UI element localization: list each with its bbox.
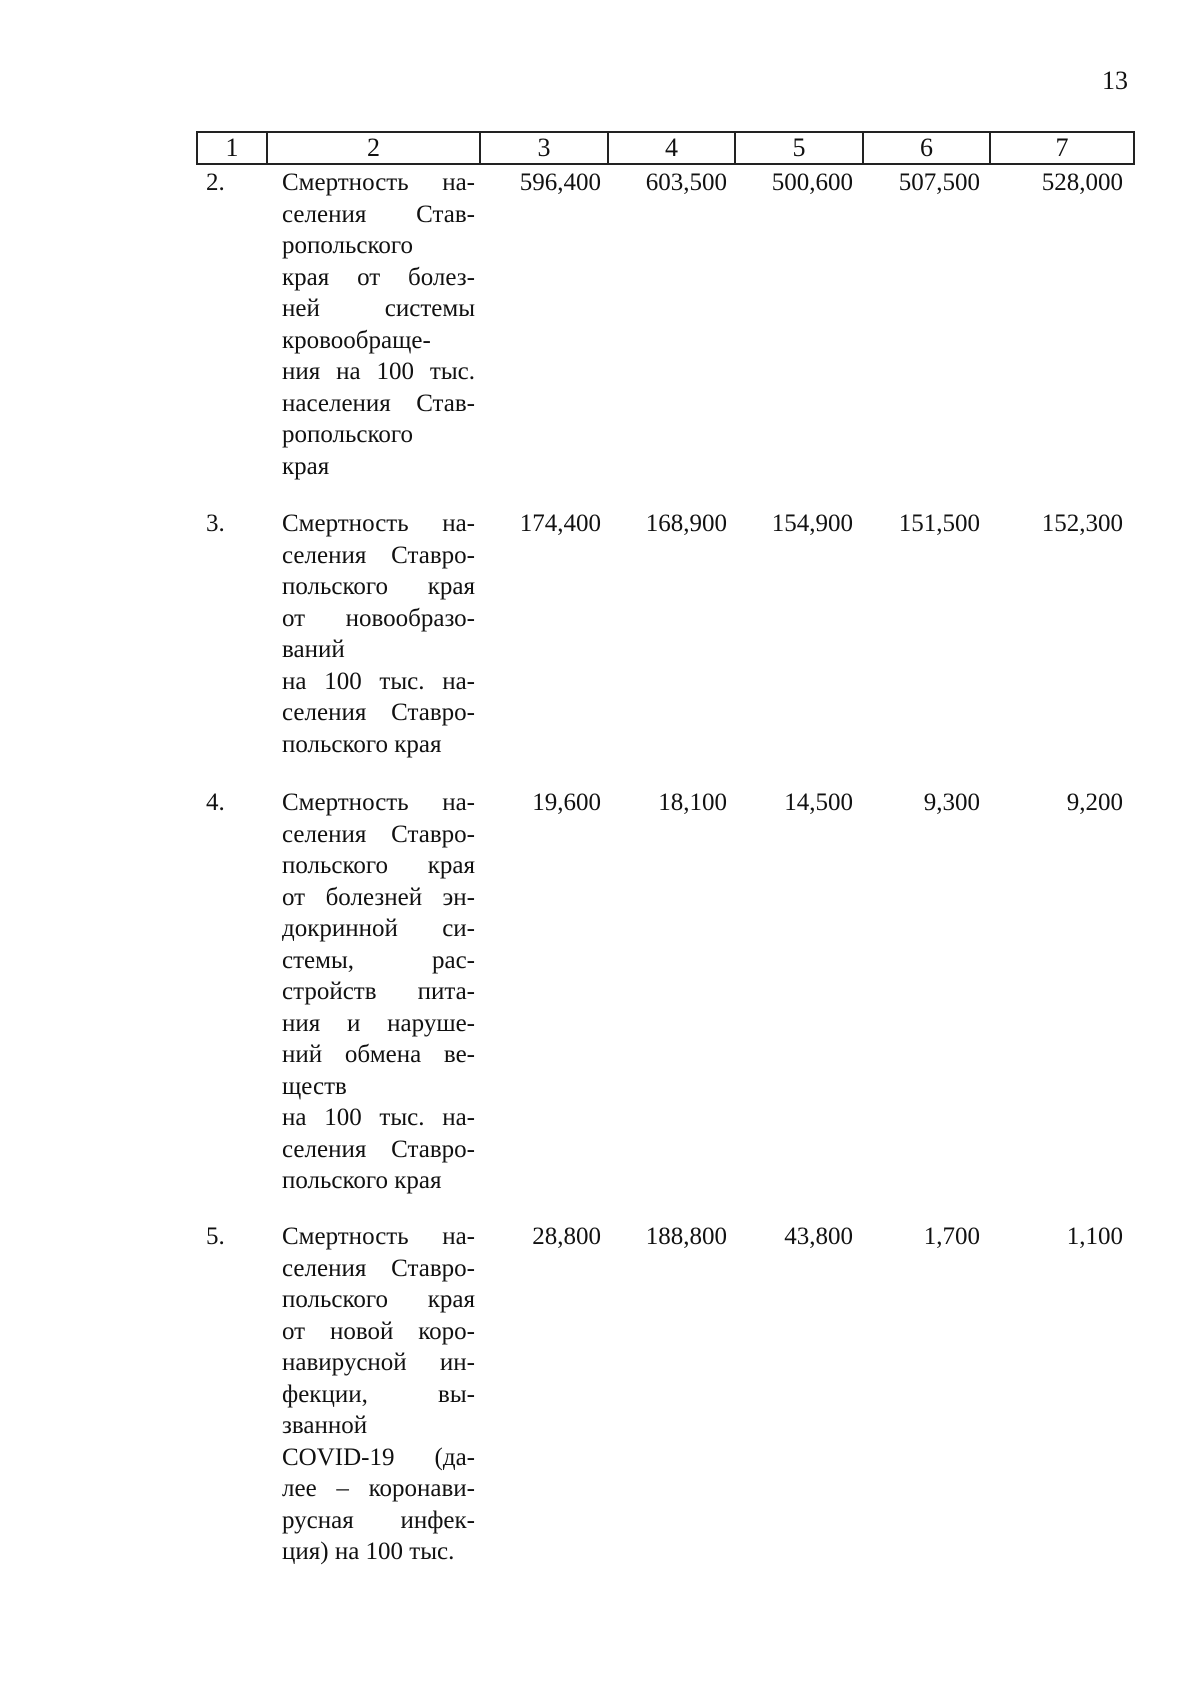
row-number: 4.: [206, 789, 225, 816]
description-line: ваний: [282, 636, 345, 663]
description-line: населения Став-: [282, 389, 475, 417]
indicator-description: [282, 787, 475, 1197]
description-line: стройств пита-: [282, 978, 475, 1005]
value-col-5: 500,600: [771, 169, 853, 196]
value-col-6: 9,300: [923, 789, 980, 816]
description-line: польского края: [282, 1167, 442, 1194]
description-line: польского края: [282, 852, 475, 879]
value-col-6: 507,500: [898, 169, 980, 196]
description-line: докринной си-: [282, 915, 475, 942]
description-line: ния и наруше-: [282, 1009, 475, 1037]
value-col-4: 18,100: [658, 789, 727, 816]
description-line: края от болез-: [282, 263, 475, 291]
description-line: польского края: [282, 1286, 475, 1313]
description-line: от новообразо-: [282, 604, 475, 632]
description-line: стемы, рас-: [282, 946, 475, 974]
description-line: ния на 100 тыс.: [282, 358, 475, 385]
header-cell: 3: [480, 132, 608, 164]
value-col-4: 188,800: [645, 1223, 727, 1250]
description-line: кровообраще-: [282, 326, 431, 354]
header-row: [197, 132, 1134, 164]
description-line: русная инфек-: [282, 1506, 475, 1534]
value-col-7: 9,200: [1066, 789, 1123, 816]
description-line: селения Ставро-: [282, 1254, 475, 1282]
indicator-description: [282, 508, 475, 760]
description-line: фекции, вы-: [282, 1380, 475, 1408]
description-line: Смертность на-: [282, 789, 475, 816]
value-col-5: 43,800: [784, 1223, 853, 1250]
value-col-3: 596,400: [519, 169, 601, 196]
column-number-header: [196, 131, 1135, 165]
description-line: ция) на 100 тыс.: [282, 1538, 455, 1565]
description-line: Смертность на-: [282, 1223, 475, 1250]
description-line: лее – коронави-: [282, 1475, 475, 1502]
value-col-4: 168,900: [645, 510, 727, 537]
description-line: польского края: [282, 730, 442, 758]
description-line: польского края: [282, 573, 475, 600]
description-line: края: [282, 452, 330, 480]
description-line: от болезней эн-: [282, 883, 475, 911]
row-number: 3.: [206, 510, 225, 537]
description-line: ропольского: [282, 232, 414, 259]
value-col-3: 174,400: [519, 510, 601, 537]
header-cell: 5: [735, 132, 863, 164]
value-col-7: 1,100: [1066, 1223, 1123, 1250]
description-line: на 100 тыс. на-: [282, 667, 475, 695]
value-col-7: 528,000: [1041, 169, 1123, 196]
header-cell: 2: [267, 132, 480, 164]
description-line: ропольского: [282, 421, 414, 448]
value-col-4: 603,500: [645, 169, 727, 196]
description-line: званной: [282, 1412, 368, 1439]
description-line: селения Ставро-: [282, 541, 475, 569]
row-number: 5.: [206, 1223, 225, 1250]
description-line: ществ: [282, 1072, 347, 1100]
description-line: Смертность на-: [282, 169, 475, 196]
header-cell: 7: [990, 132, 1134, 164]
description-line: навирусной ин-: [282, 1349, 475, 1376]
description-line: селения Ставро-: [282, 820, 475, 848]
value-col-3: 19,600: [532, 789, 601, 816]
description-line: ней системы: [282, 295, 475, 322]
indicator-description: [282, 1221, 475, 1568]
description-line: COVID-19 (да-: [282, 1443, 475, 1471]
header-cell: 4: [608, 132, 735, 164]
value-col-7: 152,300: [1041, 510, 1123, 537]
value-col-6: 151,500: [898, 510, 980, 537]
header-cell: 1: [197, 132, 267, 164]
description-line: селения Став-: [282, 200, 475, 228]
value-col-5: 14,500: [784, 789, 853, 816]
row-number: 2.: [206, 169, 225, 196]
description-line: на 100 тыс. на-: [282, 1104, 475, 1131]
description-line: селения Ставро-: [282, 699, 475, 726]
description-line: Смертность на-: [282, 510, 475, 537]
value-col-6: 1,700: [923, 1223, 980, 1250]
description-line: ний обмена ве-: [282, 1041, 475, 1068]
description-line: селения Ставро-: [282, 1135, 475, 1163]
value-col-5: 154,900: [771, 510, 853, 537]
page-number: 13: [1102, 66, 1128, 95]
description-line: от новой коро-: [282, 1317, 475, 1345]
value-col-3: 28,800: [532, 1223, 601, 1250]
header-cell: 6: [863, 132, 990, 164]
indicator-description: [282, 167, 475, 482]
